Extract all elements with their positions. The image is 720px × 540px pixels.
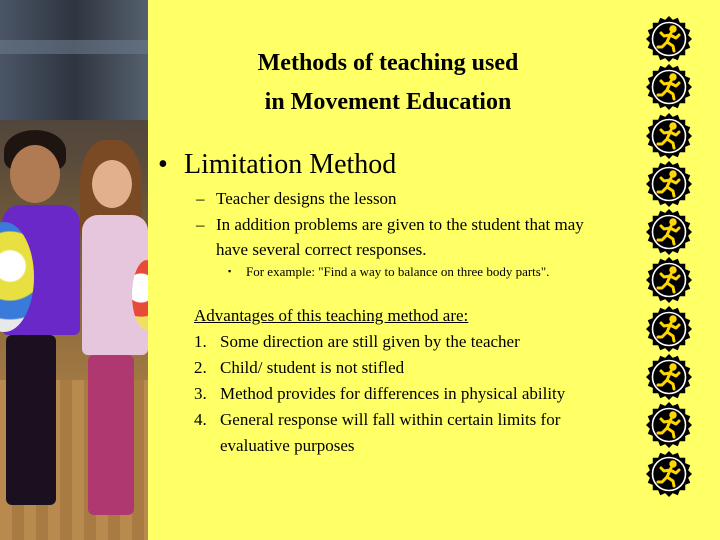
running-figure-gear-icon — [646, 402, 692, 448]
sub-bullet-2-text: In addition problems are given to the student that may have several correct responses. — [216, 215, 584, 259]
running-figure-gear-icon — [646, 209, 692, 255]
sub-sub-bullet-symbol: ▪ — [228, 266, 232, 276]
list-item-number: 4. — [194, 410, 207, 429]
main-bullet-symbol: • — [158, 149, 168, 180]
sub-bullet-1 — [196, 186, 616, 211]
slide-title — [188, 44, 588, 122]
running-figure-gear-icon — [646, 64, 692, 110]
list-item-number: 2. — [194, 358, 207, 377]
sub-bullet-1-symbol: – — [196, 189, 205, 208]
list-item — [194, 381, 614, 407]
list-item-number: 3. — [194, 384, 207, 403]
sub-bullet-1-text: Teacher designs the lesson — [216, 189, 397, 208]
sub-bullet-2 — [196, 212, 616, 262]
list-item-text: Some direction are still given by the teacher — [220, 332, 520, 351]
list-item-text: Method provides for differences in physical ability — [220, 384, 566, 403]
sub-sub-bullet-text: For example: "Find a way to balance on three body parts". — [246, 264, 550, 279]
list-item-number: 1. — [194, 332, 207, 351]
girl-right-face — [92, 160, 132, 208]
children-gym-photo — [0, 0, 148, 540]
main-bullet — [158, 148, 396, 182]
running-figure-gear-icon — [646, 16, 692, 62]
list-item — [194, 407, 614, 459]
gym-wall — [0, 0, 148, 120]
girl-left-legs — [6, 335, 56, 505]
running-figure-gear-icon — [646, 354, 692, 400]
list-item — [194, 329, 614, 355]
slide-title-line2: in Movement Education — [264, 89, 512, 115]
list-item — [194, 355, 614, 381]
girl-right-legs — [88, 355, 134, 515]
running-figure-gear-icon — [646, 113, 692, 159]
gym-wall-stripe — [0, 40, 148, 54]
girl-left-face — [10, 145, 60, 203]
decorative-icon-column — [646, 16, 692, 499]
slide-title-line1: Methods of teaching used — [257, 50, 519, 76]
running-figure-gear-icon — [646, 161, 692, 207]
list-item-text: Child/ student is not stifled — [220, 358, 405, 377]
sub-bullet-2-symbol: – — [196, 215, 205, 234]
advantages-list — [194, 329, 614, 459]
advantages-heading: Advantages of this teaching method are: — [194, 306, 469, 325]
running-figure-gear-icon — [646, 306, 692, 352]
sub-sub-bullet — [228, 262, 549, 281]
main-bullet-text: Limitation Method — [184, 149, 397, 180]
running-figure-gear-icon — [646, 451, 692, 497]
running-figure-gear-icon — [646, 257, 692, 303]
list-item-text: General response will fall within certain limits for evaluative purposes — [220, 410, 561, 455]
